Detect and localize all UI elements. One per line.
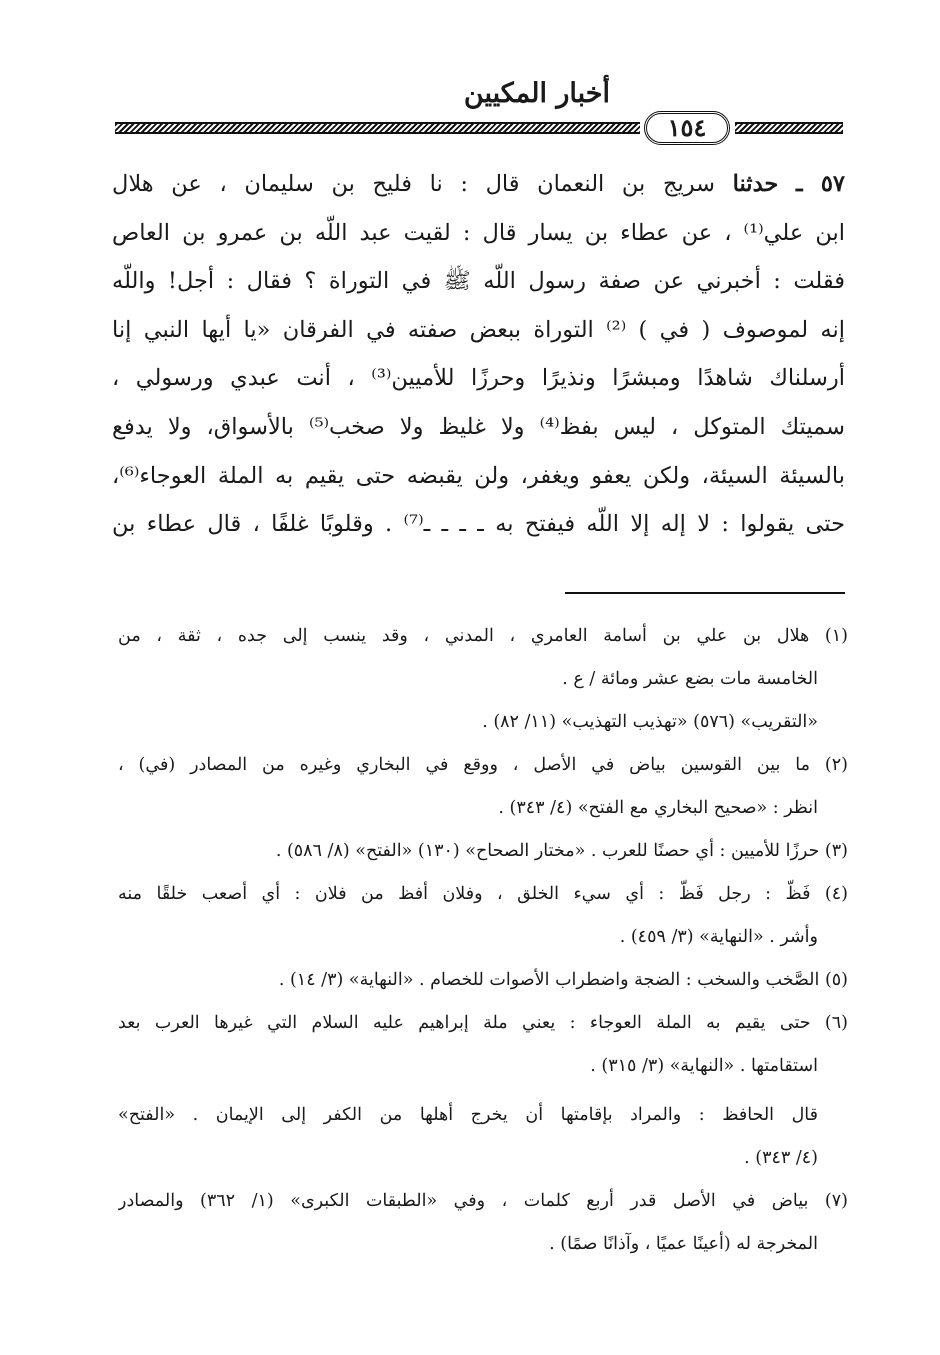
footnote-line: المخرجة له (أعينًا عميًا ، وآذانًا صمًا) . — [549, 1234, 818, 1254]
footnote-line: (٤) فَظّ : رجل فَظّ : أي سيء الخلق ، وفلان أفظ من فلان : أي أصعب خلقًا منه — [118, 884, 848, 904]
page-header-title: أخبار المكيين — [463, 78, 610, 109]
footnote-line: وأشر . «النهاية» (٣/ ٤٥٩) . — [619, 927, 818, 947]
footnote-line: استقامتها . «النهاية» (٣/ ٣١٥) . — [590, 1056, 818, 1076]
footnote-line: (٢) ما بين القوسين بياض في الأصل ، ووقع في البخاري وغيره من المصادر (في) ، — [118, 755, 848, 775]
footnote-line: (٧) بياض في الأصل قدر أربع كلمات ، وفي «الطبقات الكبرى» (١/ ٣٦٢) والمصادر — [118, 1191, 848, 1211]
footnote-line: (٦) حتى يقيم به الملة العوجاء : يعني ملة إبراهيم عليه السلام التي غيرها العرب بعد — [118, 1013, 848, 1033]
hadith-lead-word: حدثنا — [732, 171, 779, 197]
footnote-line: انظر : «صحيح البخاري مع الفتح» (٤/ ٣٤٣) . — [498, 798, 818, 818]
hadith-number: ٥٧ ـ — [795, 171, 845, 197]
footnote-separator — [565, 592, 845, 594]
main-text — [112, 160, 845, 549]
page-number-badge: ١٥٤ — [644, 111, 730, 145]
text-line — [112, 160, 845, 209]
header-ornament-left — [115, 122, 640, 134]
footnote-line: الخامسة مات بضع عشر ومائة / ع . — [562, 669, 818, 689]
text-line: حتى يقولوا : لا إله إلا اللّه فيفتح به ـ ـ ـ ـ⁽⁷⁾ . وقلوبًا غلفًا ، قال عطاء بن — [112, 511, 845, 538]
text-line: إنه لموصوف ( في ) ⁽²⁾ التوراة ببعض صفته في الفرقان «يا أيها النبي إنا — [112, 316, 845, 343]
text-line: ابن علي⁽¹⁾ ، عن عطاء بن يسار قال : لقيت عبد اللّه بن عمرو بن العاص — [112, 219, 845, 246]
footnote-line: قال الحافظ : والمراد بإقامتها أن يخرج أهلها من الكفر إلى الإيمان . «الفتح» — [118, 1105, 818, 1125]
text-line: أرسلناك شاهدًا ومبشرًا ونذيرًا وحرزًا للأميين⁽³⁾ ، أنت عبدي ورسولي ، — [112, 365, 845, 392]
footnote-line: (٣) حرزًا للأميين : أي حصنًا للعرب . «مختار الصحاح» (١٣٠) «الفتح» (٨/ ٥٨٦) . — [275, 841, 848, 861]
header-ornament-right — [735, 122, 843, 134]
footnote-line: «التقريب» (٥٧٦) «تهذيب التهذيب» (١١/ ٨٢) . — [482, 712, 818, 732]
text-line-content: سريج بن النعمان قال : نا فليح بن سليمان ، عن هلال — [112, 171, 716, 197]
text-line: بالسيئة السيئة، ولكن يعفو ويغفر، ولن يقبضه حتى يقيم به الملة العوجاء⁽⁶⁾، — [112, 462, 845, 489]
footnotes — [118, 615, 848, 1266]
footnote-line: (٤/ ٣٤٣) . — [744, 1148, 818, 1168]
text-line: سميتك المتوكل ، ليس بفظ⁽⁴⁾ ولا غليظ ولا صخب⁽⁵⁾ بالأسواق، ولا يدفع — [112, 413, 845, 440]
footnote-line: (٥) الصَّخب والسخب : الضجة واضطراب الأصوات للخصام . «النهاية» (٣/ ١٤) . — [278, 970, 848, 990]
footnote-line: (١) هلال بن علي بن أسامة العامري ، المدني ، وقد ينسب إلى جده ، ثقة ، من — [118, 626, 848, 646]
text-line: فقلت : أخبرني عن صفة رسول اللّه ﷺ في التوراة ؟ فقال : أجل! واللّه — [112, 268, 845, 295]
